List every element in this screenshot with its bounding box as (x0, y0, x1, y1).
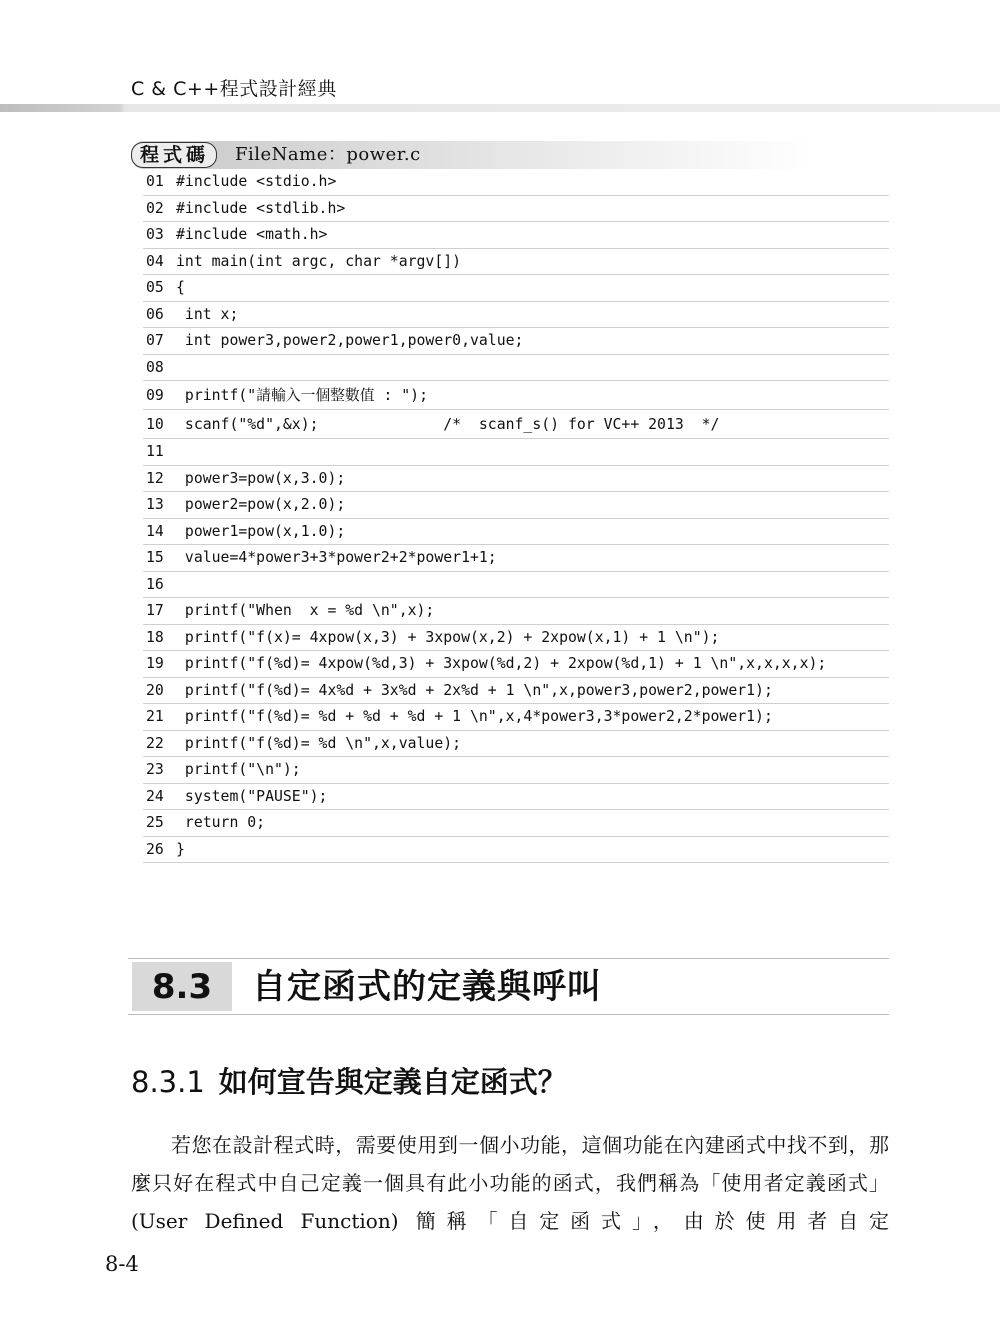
code-line (143, 275, 889, 302)
code-line (143, 598, 889, 625)
subsection-heading (131, 1060, 567, 1104)
page-number: 8-4 (105, 1252, 139, 1276)
section-title: 自定函式的定義與呼叫 (252, 967, 602, 1007)
line-number: 08 (146, 358, 164, 376)
code-line (143, 810, 889, 837)
code-line (143, 439, 889, 466)
line-code: printf("When x = %d \n",x); (176, 602, 435, 619)
code-line (143, 381, 889, 410)
line-number: 07 (146, 332, 164, 349)
code-line (143, 302, 889, 329)
line-code: printf("f(x)= 4xpow(x,3) + 3xpow(x,2) + 2xpow(x,1) + 1 \n"); (176, 628, 720, 646)
subsection-title: 如何宣告與定義自定函式？ (218, 1065, 567, 1099)
code-line (143, 196, 889, 223)
code-block-header (131, 141, 891, 169)
code-line (143, 169, 889, 196)
code-line (143, 757, 889, 784)
line-number: 15 (146, 549, 164, 566)
line-number: 01 (146, 173, 164, 190)
line-number: 26 (146, 840, 164, 858)
section-heading (128, 958, 889, 1015)
line-number: 20 (146, 681, 164, 699)
book-title: C & C++程式設計經典 (131, 78, 337, 100)
line-code: printf("請輸入一個整數值 : "); (176, 387, 429, 404)
line-number: 04 (146, 252, 164, 270)
code-line (143, 222, 889, 249)
line-code: return 0; (176, 814, 266, 831)
code-line (143, 355, 889, 382)
line-code: system("PAUSE"); (176, 787, 328, 805)
line-code: power2=pow(x,2.0); (176, 496, 346, 513)
code-line (143, 492, 889, 519)
line-number: 18 (146, 628, 164, 646)
line-number: 03 (146, 226, 164, 243)
line-code: printf("f(%d)= %d + %d + %d + 1 \n",x,4*power3,3*power2,2*power1); (176, 708, 773, 725)
line-number: 19 (146, 655, 164, 672)
line-code: power3=pow(x,3.0); (176, 469, 346, 487)
line-number: 22 (146, 734, 164, 752)
line-code: value=4*power3+3*power2+2*power1+1; (176, 549, 497, 566)
line-number: 25 (146, 814, 164, 831)
line-code: printf("f(%d)= 4xpow(%d,3) + 3xpow(%d,2) + 2xpow(%d,1) + 1 \n",x,x,x,x); (176, 655, 827, 672)
line-code: power1=pow(x,1.0); (176, 522, 346, 540)
line-code: #include <stdlib.h> (176, 199, 346, 217)
code-line (143, 249, 889, 276)
code-line (143, 625, 889, 652)
code-line (143, 678, 889, 705)
line-code: printf("f(%d)= 4x%d + 3x%d + 2x%d + 1 \n",x,power3,power2,power1); (176, 681, 773, 699)
body-paragraph: 若您在設計程式時，需要使用到一個小功能，這個功能在內建函式中找不到，那麼只好在程式中自己定義一個具有此小功能的函式，我們稱為「使用者定義函式」(User Defined Function) 簡稱「自定函式」，由於使用者自定 (131, 1133, 889, 1233)
subsection-number: 8.3.1 (131, 1065, 205, 1099)
line-number: 11 (146, 443, 164, 460)
code-listing (143, 169, 889, 863)
code-line (143, 704, 889, 731)
line-code: scanf("%d",&x); /* scanf_s() for VC++ 2013 */ (176, 416, 720, 433)
line-number: 12 (146, 469, 164, 487)
line-code: int main(int argc, char *argv[]) (176, 252, 462, 270)
line-code: #include <math.h> (176, 226, 328, 243)
line-number: 14 (146, 522, 164, 540)
line-number: 21 (146, 708, 164, 725)
line-number: 05 (146, 279, 164, 296)
code-line (143, 545, 889, 572)
code-label-badge: 程式碼 (131, 142, 217, 168)
line-code: printf("\n"); (176, 761, 301, 778)
code-line (143, 519, 889, 546)
line-number: 06 (146, 305, 164, 323)
code-line (143, 328, 889, 355)
line-number: 02 (146, 199, 164, 217)
line-code: { (176, 279, 185, 296)
line-code: printf("f(%d)= %d \n",x,value); (176, 734, 462, 752)
code-line (143, 731, 889, 758)
line-code: int x; (176, 305, 239, 323)
line-number: 23 (146, 761, 164, 778)
line-code: } (176, 840, 185, 858)
line-number: 13 (146, 496, 164, 513)
code-line (143, 837, 889, 864)
header-rule (0, 104, 1000, 112)
code-line (143, 784, 889, 811)
line-code: int power3,power2,power1,power0,value; (176, 332, 524, 349)
code-line (143, 466, 889, 493)
section-number: 8.3 (132, 962, 232, 1011)
line-number: 17 (146, 602, 164, 619)
line-code: #include <stdio.h> (176, 173, 337, 190)
line-number: 09 (146, 387, 164, 404)
code-filename: FileName：power.c (235, 144, 421, 165)
code-line (143, 410, 889, 439)
line-number: 24 (146, 787, 164, 805)
line-number: 16 (146, 575, 164, 593)
code-line (143, 572, 889, 599)
line-number: 10 (146, 416, 164, 433)
code-line (143, 651, 889, 678)
